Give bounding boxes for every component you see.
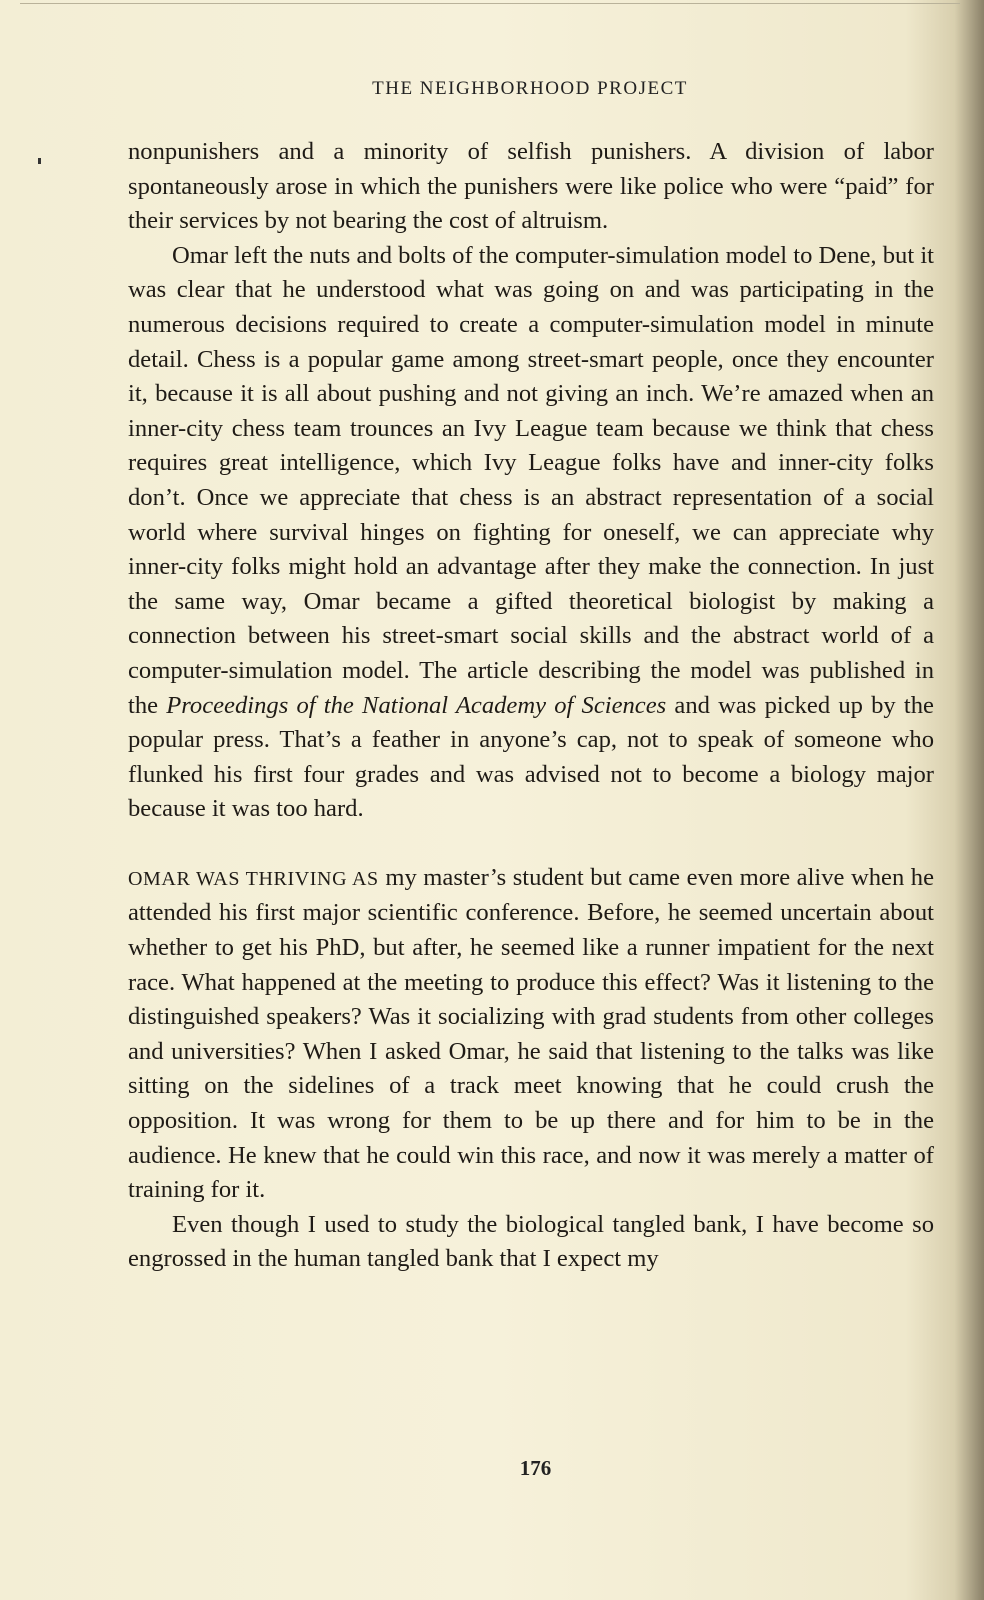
running-header: THE NEIGHBORHOOD PROJECT [372, 78, 688, 99]
paragraph-3-text: my master’s student but came even more alive when he attended his first major scientific conference. Before, he seemed uncertain about whether to get his PhD, but after, he seemed like a runner impatient for the next race. What happened at the meeting to produce this effect? Was it listening to the distinguished speakers? Was it socializing with grad students from other colleges and universities? When I asked Omar, he said that listening to the talks was like sitting on the sidelines of a track meet knowing that he could crush the opposition. It was wrong for them to be up there and for him to be in the audience. He knew that he could win this race, and now it was merely a matter of training for it. [128, 863, 934, 1204]
page-number: 176 [519, 1456, 552, 1480]
margin-mark [38, 158, 41, 164]
paragraph-2-text-b: and was picked up by the popular press. That’s a feather in anyone’s cap, not to speak of someone who flunked his first four grades and was advised not to become a biology major because it was too hard. [128, 691, 934, 823]
section-break [128, 827, 934, 861]
paragraph-2 [128, 239, 934, 827]
section-lead-in: OMAR WAS THRIVING AS [128, 867, 379, 890]
paragraph-3 [128, 861, 934, 1208]
top-edge-rule [20, 3, 960, 4]
body-text [128, 135, 934, 1277]
paragraph-4: Even though I used to study the biological tangled bank, I have become so engrossed in the human tangled bank that I expect my [128, 1210, 934, 1273]
paragraph-1: nonpunishers and a minority of selfish punishers. A division of labor spontaneously arose in which the punishers were like police who were “paid” for their services by not bearing the cost of altruism. [128, 138, 934, 235]
paragraph-2-text-a: Omar left the nuts and bolts of the computer-simulation model to Dene, but it was clear that he understood what was going on and was participating in the numerous decisions required to create a computer-simulation model in minute detail. Chess is a popular game among street-smart people, once they encounter it, because it is all about pushing and not giving an inch. We’re amazed when an inner-city chess team trounces an Ivy League team because we think that chess requires great intelligence, which Ivy League folks have and inner-city folks don’t. Once we appreciate that chess is an abstract representation of a social world where survival hinges on fighting for oneself, we can appreciate why inner-city folks might hold an advantage after they make the connection. In just the same way, Omar became a gifted theoretical biologist by making a connection between his street-smart social skills and the abstract world of a computer-simulation model. The article describing the model was published in the [128, 241, 934, 719]
journal-title: Proceedings of the National Academy of Sciences [166, 691, 667, 719]
